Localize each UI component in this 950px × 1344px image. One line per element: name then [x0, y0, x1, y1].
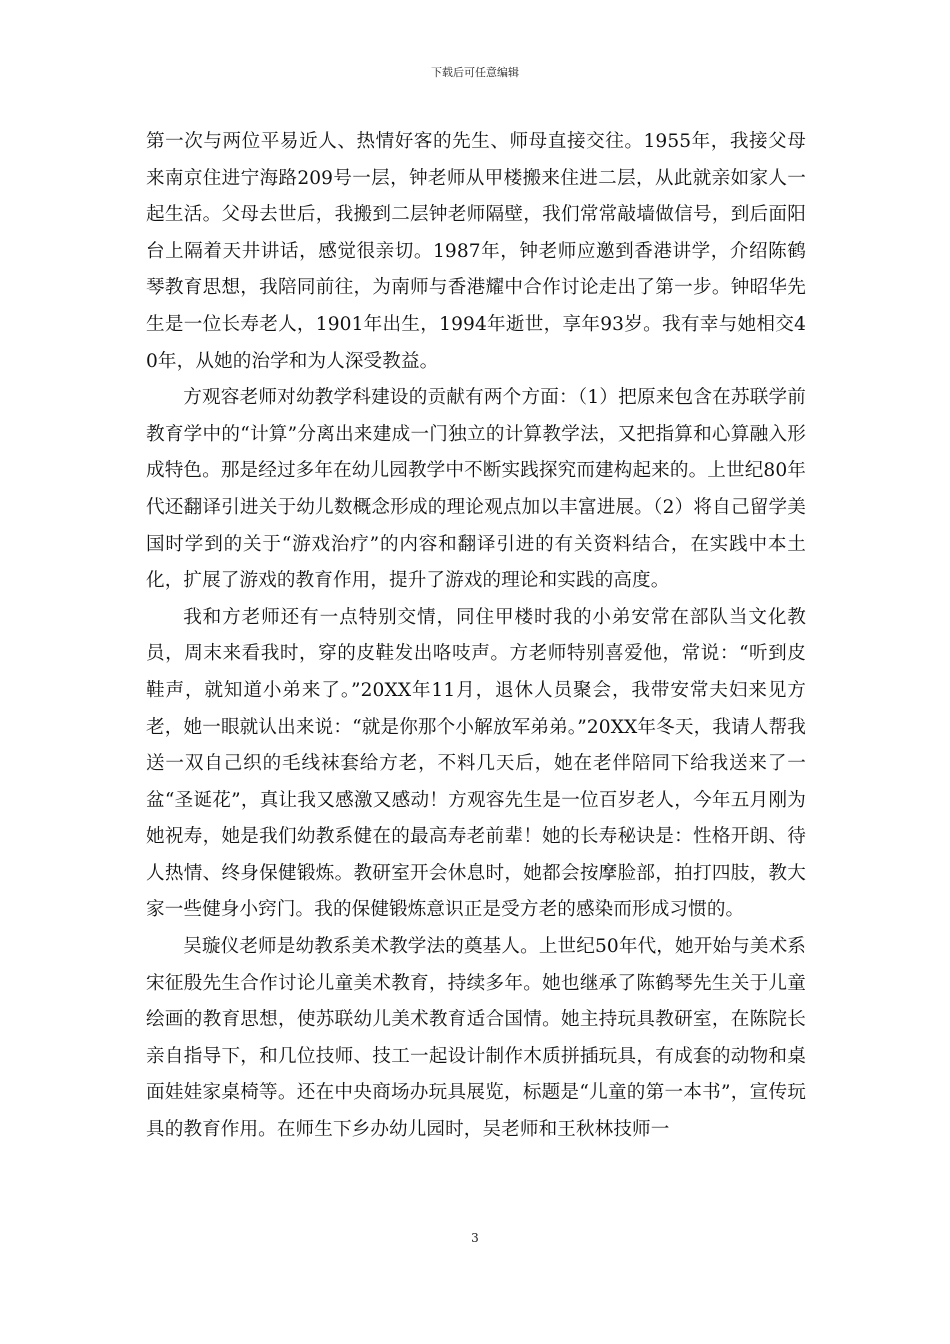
body-text: [146, 124, 806, 1149]
paragraph-4: 吴璇仪老师是幼教系美术教学法的奠基人。上世纪50年代，她开始与美术系宋征殷先生合作讨论儿童美术教育，持续多年。她也继承了陈鹤琴先生关于儿童绘画的教育思想，使苏联幼儿美术教育适合国情。她主持玩具教研室，在陈院长亲自指导下，和几位技师、技工一起设计制作木质拼插玩具，有成套的动物和桌面娃娃家桌椅等。还在中央商场办玩具展览，标题是“儿童的第一本书”，宣传玩具的教育作用。在师生下乡办幼儿园时，吴老师和王秋林技师一: [146, 936, 806, 1141]
page-header: 下载后可任意编辑: [431, 66, 519, 79]
paragraph-2: 方观容老师对幼教学科建设的贡献有两个方面：（1）把原来包含在苏联学前教育学中的“计算”分离出来建成一门独立的计算教学法，又把指算和心算融入形成特色。那是经过多年在幼儿园教学中不断实践探究而建构起来的。上世纪80年代还翻译引进关于幼儿数概念形成的理论观点加以丰富进展。（2）将自己留学美国时学到的关于“游戏治疗”的内容和翻译引进的有关资料结合，在实践中本土化，扩展了游戏的教育作用，提升了游戏的理论和实践的高度。: [146, 387, 806, 592]
paragraph-1: 第一次与两位平易近人、热情好客的先生、师母直接交往。1955年，我接父母来南京住进宁海路209号一层，钟老师从甲楼搬来住进二层，从此就亲如家人一起生活。父母去世后，我搬到二层钟老师隔壁，我们常常敲墙做信号，到后面阳台上隔着天井讲话，感觉很亲切。1987年，钟老师应邀到香港讲学，介绍陈鹤琴教育思想，我陪同前往，为南师与香港耀中合作讨论走出了第一步。钟昭华先生是一位长寿老人，1901年出生，1994年逝世，享年93岁。我有幸与她相交40年，从她的治学和为人深受教益。: [146, 131, 806, 372]
paragraph-3: 我和方老师还有一点特别交情，同住甲楼时我的小弟安常在部队当文化教员，周末来看我时，穿的皮鞋发出咯吱声。方老师特别喜爱他，常说：“听到皮鞋声，就知道小弟来了。”20XX年11月，退休人员聚会，我带安常夫妇来见方老，她一眼就认出来说：“就是你那个小解放军弟弟。”20XX年冬天，我请人帮我送一双自己织的毛线袜套给方老，不料几天后，她在老伴陪同下给我送来了一盆“圣诞花”，真让我又感激又感动！方观容先生是一位百岁老人，今年五月刚为她祝寿，她是我们幼教系健在的最高寿老前辈！她的长寿秘诀是：性格开朗、待人热情、终身保健锻炼。教研室开会休息时，她都会按摩脸部，拍打四肢，教大家一些健身小窍门。我的保健锻炼意识正是受方老的感染而形成习惯的。: [146, 606, 806, 921]
page-number: 3: [471, 1231, 479, 1245]
